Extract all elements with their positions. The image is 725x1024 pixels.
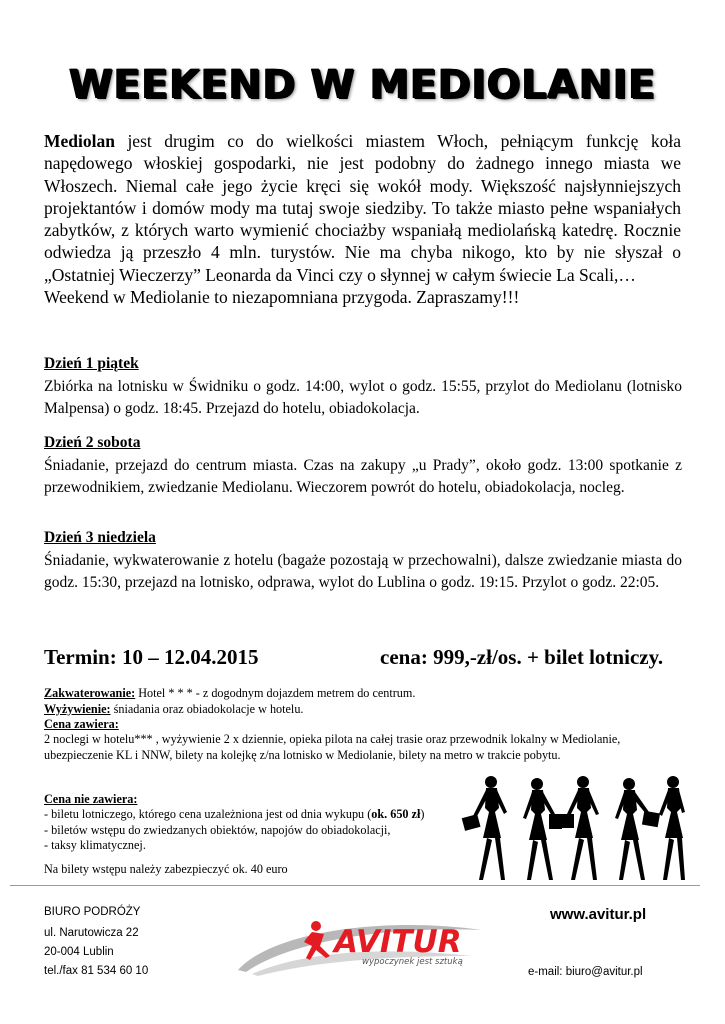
office-city: 20-004 Lublin [44,946,114,958]
excludes-item-2: - biletów wstępu do zwiedzanych obiektów, napojów do obiadokolacji, [44,822,391,837]
footer-divider [10,885,700,886]
day-1 [44,353,682,421]
price-excludes [44,792,444,854]
logo-tagline: wypoczynek jest sztuką [362,957,463,967]
page-title: WEEKEND W MEDIOLANIE [68,62,657,108]
logo-wordmark: AVITUR [334,924,462,960]
accommodation-label: Zakwaterowanie: [44,686,136,700]
price-excludes-label: Cena nie zawiera: [44,792,138,806]
email-link[interactable]: e-mail: biuro@avitur.pl [528,966,643,978]
accommodation-text: Hotel * * * - z dogodnym dojazdem metrem do centrum. [135,686,416,700]
woman-silhouette [659,776,685,880]
office-name: BIURO PODRÓŻY [44,906,141,918]
day-2-text: Śniadanie, przejazd do centrum miasta. Czas na zakupy „u Prady”, około godz. 13:00 spotkanie z przewodnikiem, zwiedzanie Mediolanu. Wieczorem powrót do hotelu, obiadokolacja, nocleg. [44,456,682,496]
trip-dates: Termin: 10 – 12.04.2015 [44,645,259,669]
trip-price: cena: 999,-zł/os. + bilet lotniczy. [380,645,664,669]
intro-text: jest drugim co do wielkości miastem Włoch, pełniącym funkcję koła napędowego włoskiej gospodarki, nie jest podobny do żadnego innego miasta we Włoszech. Niemal całe jego życie kręci się wokół mody. Większość najsłynniejszych projektantów i domów mody ma tutaj swoje siedziby. To także miasto pełne wspaniałych zabytków, z których warto wymienić chociażby wspaniałą mediolańską katedrę. Rocznie odwiedza ją przeszło 4 mln. turystów. Nie ma chyba nikogo, kto by nie słyszał o „Ostatniej Wieczerzy” Leonarda da Vinci czy o słynnej w całym świecie La Scali,… [44,131,681,285]
website-link[interactable]: www.avitur.pl [550,906,647,923]
day-3 [44,527,682,595]
woman-silhouette [615,778,660,880]
office-phone: tel./fax 81 534 60 10 [44,965,149,977]
day-3-text: Śniadanie, wykwaterowanie z hotelu (bagaże pozostają w przechowalni), dalsze zwiedzanie miasta do godz. 15:30, przejazd na lotnisko, odprawa, wylot do Lublina o godz. 19:15. Przylot o godz. 22:05. [44,551,682,591]
day-3-heading: Dzień 3 niedziela [44,529,156,546]
day-1-text: Zbiórka na lotnisku w Świdniku o godz. 14:00, wylot o godz. 15:55, przylot do Mediolanu (lotnisko Malpensa) o godz. 18:45. Przejazd do hotelu, obiadokolacja. [44,377,682,417]
day-2-heading: Dzień 2 sobota [44,434,141,451]
intro-bold-word: Mediolan [44,131,115,151]
intro-closing: Weekend w Mediolanie to niezapomniana przygoda. Zapraszamy!!! [44,287,520,308]
woman-silhouette [561,776,599,880]
avitur-logo [232,912,492,984]
day-1-heading: Dzień 1 piątek [44,355,139,372]
excludes-item-1: - biletu lotniczego, którego cena uzależniona jest od dnia wykupu (ok. 650 zł) [44,807,425,822]
accommodation-line [44,686,684,701]
office-street: ul. Narutowicza 22 [44,927,139,939]
intro-paragraph [44,130,681,308]
shopping-women-silhouettes [455,772,687,884]
woman-silhouette [462,776,507,880]
meals-label: Wyżywienie: [44,702,111,716]
price-includes-label: Cena zawiera: [44,717,119,731]
day-2 [44,432,682,500]
price-includes [44,717,684,763]
woman-silhouette [523,778,562,880]
meals-line [44,702,684,717]
excludes-item-3: - taksy klimatycznej. [44,838,146,853]
meals-text: śniadania oraz obiadokolacje w hotelu. [110,702,304,716]
entry-tickets-note: Na bilety wstępu należy zabezpieczyć ok. 40 euro [44,862,288,876]
price-includes-text: 2 noclegi w hotelu*** , wyżywienie 2 x dziennie, opieka pilota na całej trasie oraz przewodnik lokalny w Mediolanie, ubezpieczenie KL i NNW, bilety na kolejkę z/na lotnisko w Mediolanie, bilety na metro w trakcie pobytu. [44,732,621,762]
